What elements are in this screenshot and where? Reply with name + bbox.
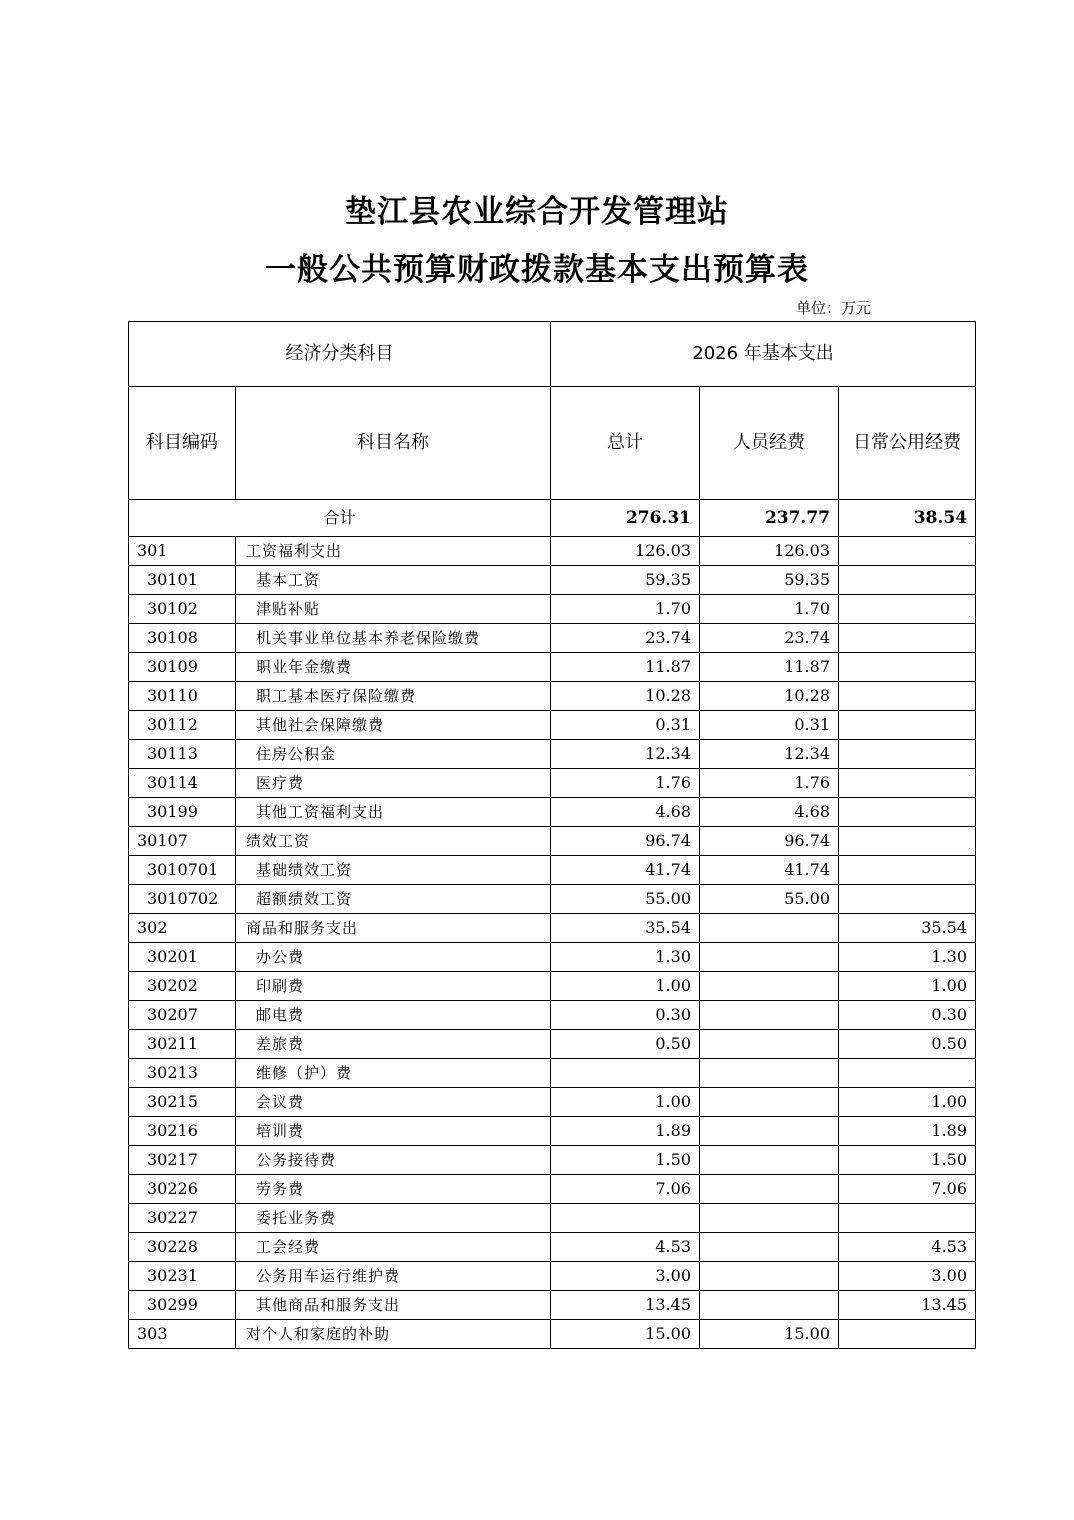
cell-total: 1.50: [551, 1146, 700, 1175]
table-row: [129, 1030, 976, 1059]
header-row-2: [129, 387, 976, 500]
cell-personnel: [700, 1088, 839, 1117]
cell-name: 印刷费: [236, 972, 551, 1001]
table-row: [129, 595, 976, 624]
cell-name: 超额绩效工资: [236, 885, 551, 914]
cell-public: [839, 537, 976, 566]
cell-public: [839, 1059, 976, 1088]
cell-name: 公务用车运行维护费: [236, 1262, 551, 1291]
cell-code: 3010702: [129, 885, 236, 914]
cell-personnel: 55.00: [700, 885, 839, 914]
cell-name: 医疗费: [236, 769, 551, 798]
table-row: [129, 624, 976, 653]
cell-personnel: 4.68: [700, 798, 839, 827]
total-public: 38.54: [839, 500, 976, 537]
cell-public: [839, 769, 976, 798]
total-personnel: 237.77: [700, 500, 839, 537]
cell-public: [839, 1204, 976, 1233]
cell-public: [839, 624, 976, 653]
cell-total: 126.03: [551, 537, 700, 566]
header-name: 科目名称: [236, 387, 551, 500]
cell-personnel: 12.34: [700, 740, 839, 769]
cell-total: 1.00: [551, 972, 700, 1001]
table-row: [129, 1204, 976, 1233]
header-row-1: [129, 322, 976, 387]
header-public: [839, 387, 976, 500]
cell-personnel: 15.00: [700, 1320, 839, 1349]
cell-total: 1.76: [551, 769, 700, 798]
header-econ-class: 经济分类科目: [129, 322, 551, 387]
cell-name: 工会经费: [236, 1233, 551, 1262]
cell-name: 职业年金缴费: [236, 653, 551, 682]
cell-personnel: 11.87: [700, 653, 839, 682]
cell-public: 1.00: [839, 972, 976, 1001]
table-row: [129, 1146, 976, 1175]
page-subtitle: 一般公共预算财政拨款基本支出预算表: [265, 252, 809, 288]
cell-code: 30299: [129, 1291, 236, 1320]
cell-name: 基本工资: [236, 566, 551, 595]
cell-total: 1.30: [551, 943, 700, 972]
cell-code: 30107: [129, 827, 236, 856]
cell-total: 1.00: [551, 1088, 700, 1117]
unit-label: 单位：万元: [796, 299, 872, 317]
cell-code: 30217: [129, 1146, 236, 1175]
cell-total: 23.74: [551, 624, 700, 653]
cell-code: 30231: [129, 1262, 236, 1291]
table-row: [129, 1262, 976, 1291]
cell-total: 12.34: [551, 740, 700, 769]
cell-public: [839, 653, 976, 682]
cell-code: 30228: [129, 1233, 236, 1262]
cell-total: 0.50: [551, 1030, 700, 1059]
cell-public: [839, 798, 976, 827]
header-public-label: 日常公用经费: [853, 432, 962, 453]
table-row: [129, 1088, 976, 1117]
cell-personnel: 126.03: [700, 537, 839, 566]
table-row: [129, 566, 976, 595]
cell-personnel: [700, 1204, 839, 1233]
table-row: [129, 1059, 976, 1088]
cell-personnel: 59.35: [700, 566, 839, 595]
cell-code: 30112: [129, 711, 236, 740]
cell-personnel: [700, 914, 839, 943]
table-row: [129, 827, 976, 856]
cell-name: 机关事业单位基本养老保险缴费: [236, 624, 551, 653]
cell-name: 办公费: [236, 943, 551, 972]
cell-name: 对个人和家庭的补助: [236, 1320, 551, 1349]
budget-table: [128, 321, 976, 1349]
header-personnel: 人员经费: [700, 387, 839, 500]
cell-total: [551, 1059, 700, 1088]
cell-public: 0.30: [839, 1001, 976, 1030]
table-row: [129, 856, 976, 885]
cell-name: 培训费: [236, 1117, 551, 1146]
cell-total: [551, 1204, 700, 1233]
cell-code: 30114: [129, 769, 236, 798]
cell-total: 1.89: [551, 1117, 700, 1146]
table-row: [129, 1291, 976, 1320]
cell-total: 10.28: [551, 682, 700, 711]
cell-public: [839, 711, 976, 740]
table-row: [129, 1233, 976, 1262]
cell-name: 其他工资福利支出: [236, 798, 551, 827]
cell-personnel: 1.76: [700, 769, 839, 798]
total-row: [129, 500, 976, 537]
cell-public: 35.54: [839, 914, 976, 943]
cell-code: 30113: [129, 740, 236, 769]
cell-public: [839, 856, 976, 885]
table-row: [129, 740, 976, 769]
cell-public: 7.06: [839, 1175, 976, 1204]
cell-public: [839, 740, 976, 769]
cell-name: 其他商品和服务支出: [236, 1291, 551, 1320]
cell-personnel: 41.74: [700, 856, 839, 885]
cell-name: 维修（护）费: [236, 1059, 551, 1088]
cell-code: 302: [129, 914, 236, 943]
cell-code: 30213: [129, 1059, 236, 1088]
cell-public: 4.53: [839, 1233, 976, 1262]
table-row: [129, 1175, 976, 1204]
table-row: [129, 798, 976, 827]
cell-name: 公务接待费: [236, 1146, 551, 1175]
cell-personnel: 10.28: [700, 682, 839, 711]
cell-name: 会议费: [236, 1088, 551, 1117]
cell-total: 7.06: [551, 1175, 700, 1204]
cell-code: 30199: [129, 798, 236, 827]
cell-code: 30201: [129, 943, 236, 972]
cell-public: 3.00: [839, 1262, 976, 1291]
cell-personnel: 96.74: [700, 827, 839, 856]
cell-personnel: 23.74: [700, 624, 839, 653]
cell-personnel: 1.70: [700, 595, 839, 624]
cell-total: 0.30: [551, 1001, 700, 1030]
total-label: 合计: [129, 500, 551, 537]
table-row: [129, 1001, 976, 1030]
cell-total: 0.31: [551, 711, 700, 740]
cell-total: 55.00: [551, 885, 700, 914]
cell-code: 30226: [129, 1175, 236, 1204]
table-row: [129, 537, 976, 566]
cell-total: 1.70: [551, 595, 700, 624]
page-title: 垫江县农业综合开发管理站: [345, 194, 729, 230]
cell-total: 15.00: [551, 1320, 700, 1349]
cell-public: [839, 682, 976, 711]
total-total: 276.31: [551, 500, 700, 537]
cell-code: 30110: [129, 682, 236, 711]
cell-code: 301: [129, 537, 236, 566]
table-row: [129, 769, 976, 798]
cell-code: 30211: [129, 1030, 236, 1059]
table-row: [129, 943, 976, 972]
cell-name: 邮电费: [236, 1001, 551, 1030]
cell-code: 30202: [129, 972, 236, 1001]
table-row: [129, 711, 976, 740]
cell-public: 1.50: [839, 1146, 976, 1175]
cell-public: [839, 595, 976, 624]
cell-public: [839, 566, 976, 595]
cell-name: 绩效工资: [236, 827, 551, 856]
table-row: [129, 653, 976, 682]
cell-code: 30227: [129, 1204, 236, 1233]
cell-code: 3010701: [129, 856, 236, 885]
cell-name: 委托业务费: [236, 1204, 551, 1233]
cell-name: 商品和服务支出: [236, 914, 551, 943]
header-year-basic: 2026 年基本支出: [551, 322, 976, 387]
cell-name: 其他社会保障缴费: [236, 711, 551, 740]
cell-personnel: [700, 1233, 839, 1262]
cell-code: 30207: [129, 1001, 236, 1030]
cell-total: 59.35: [551, 566, 700, 595]
cell-public: 1.89: [839, 1117, 976, 1146]
cell-total: 35.54: [551, 914, 700, 943]
cell-personnel: [700, 1175, 839, 1204]
table-row: [129, 682, 976, 711]
cell-name: 工资福利支出: [236, 537, 551, 566]
cell-name: 差旅费: [236, 1030, 551, 1059]
cell-code: 30108: [129, 624, 236, 653]
cell-total: 41.74: [551, 856, 700, 885]
table-row: [129, 972, 976, 1001]
cell-code: 30216: [129, 1117, 236, 1146]
cell-code: 30102: [129, 595, 236, 624]
cell-total: 4.53: [551, 1233, 700, 1262]
cell-personnel: [700, 1001, 839, 1030]
cell-public: 1.30: [839, 943, 976, 972]
cell-personnel: [700, 1291, 839, 1320]
table-row: [129, 885, 976, 914]
cell-public: 0.50: [839, 1030, 976, 1059]
cell-name: 劳务费: [236, 1175, 551, 1204]
cell-name: 住房公积金: [236, 740, 551, 769]
cell-total: 4.68: [551, 798, 700, 827]
cell-personnel: [700, 972, 839, 1001]
cell-public: 13.45: [839, 1291, 976, 1320]
cell-personnel: [700, 1059, 839, 1088]
cell-total: 11.87: [551, 653, 700, 682]
cell-total: 13.45: [551, 1291, 700, 1320]
table-row: [129, 1320, 976, 1349]
cell-personnel: [700, 1117, 839, 1146]
header-code: 科目编码: [129, 387, 236, 500]
cell-personnel: [700, 1146, 839, 1175]
cell-total: 96.74: [551, 827, 700, 856]
cell-name: 职工基本医疗保险缴费: [236, 682, 551, 711]
cell-name: 基础绩效工资: [236, 856, 551, 885]
cell-personnel: [700, 1262, 839, 1291]
cell-personnel: [700, 943, 839, 972]
cell-public: [839, 1320, 976, 1349]
cell-name: 津贴补贴: [236, 595, 551, 624]
cell-total: 3.00: [551, 1262, 700, 1291]
cell-code: 303: [129, 1320, 236, 1349]
cell-public: 1.00: [839, 1088, 976, 1117]
cell-code: 30215: [129, 1088, 236, 1117]
cell-code: 30109: [129, 653, 236, 682]
cell-code: 30101: [129, 566, 236, 595]
cell-public: [839, 885, 976, 914]
cell-personnel: 0.31: [700, 711, 839, 740]
header-total: 总计: [551, 387, 700, 500]
table-row: [129, 914, 976, 943]
table-row: [129, 1117, 976, 1146]
cell-personnel: [700, 1030, 839, 1059]
cell-public: [839, 827, 976, 856]
